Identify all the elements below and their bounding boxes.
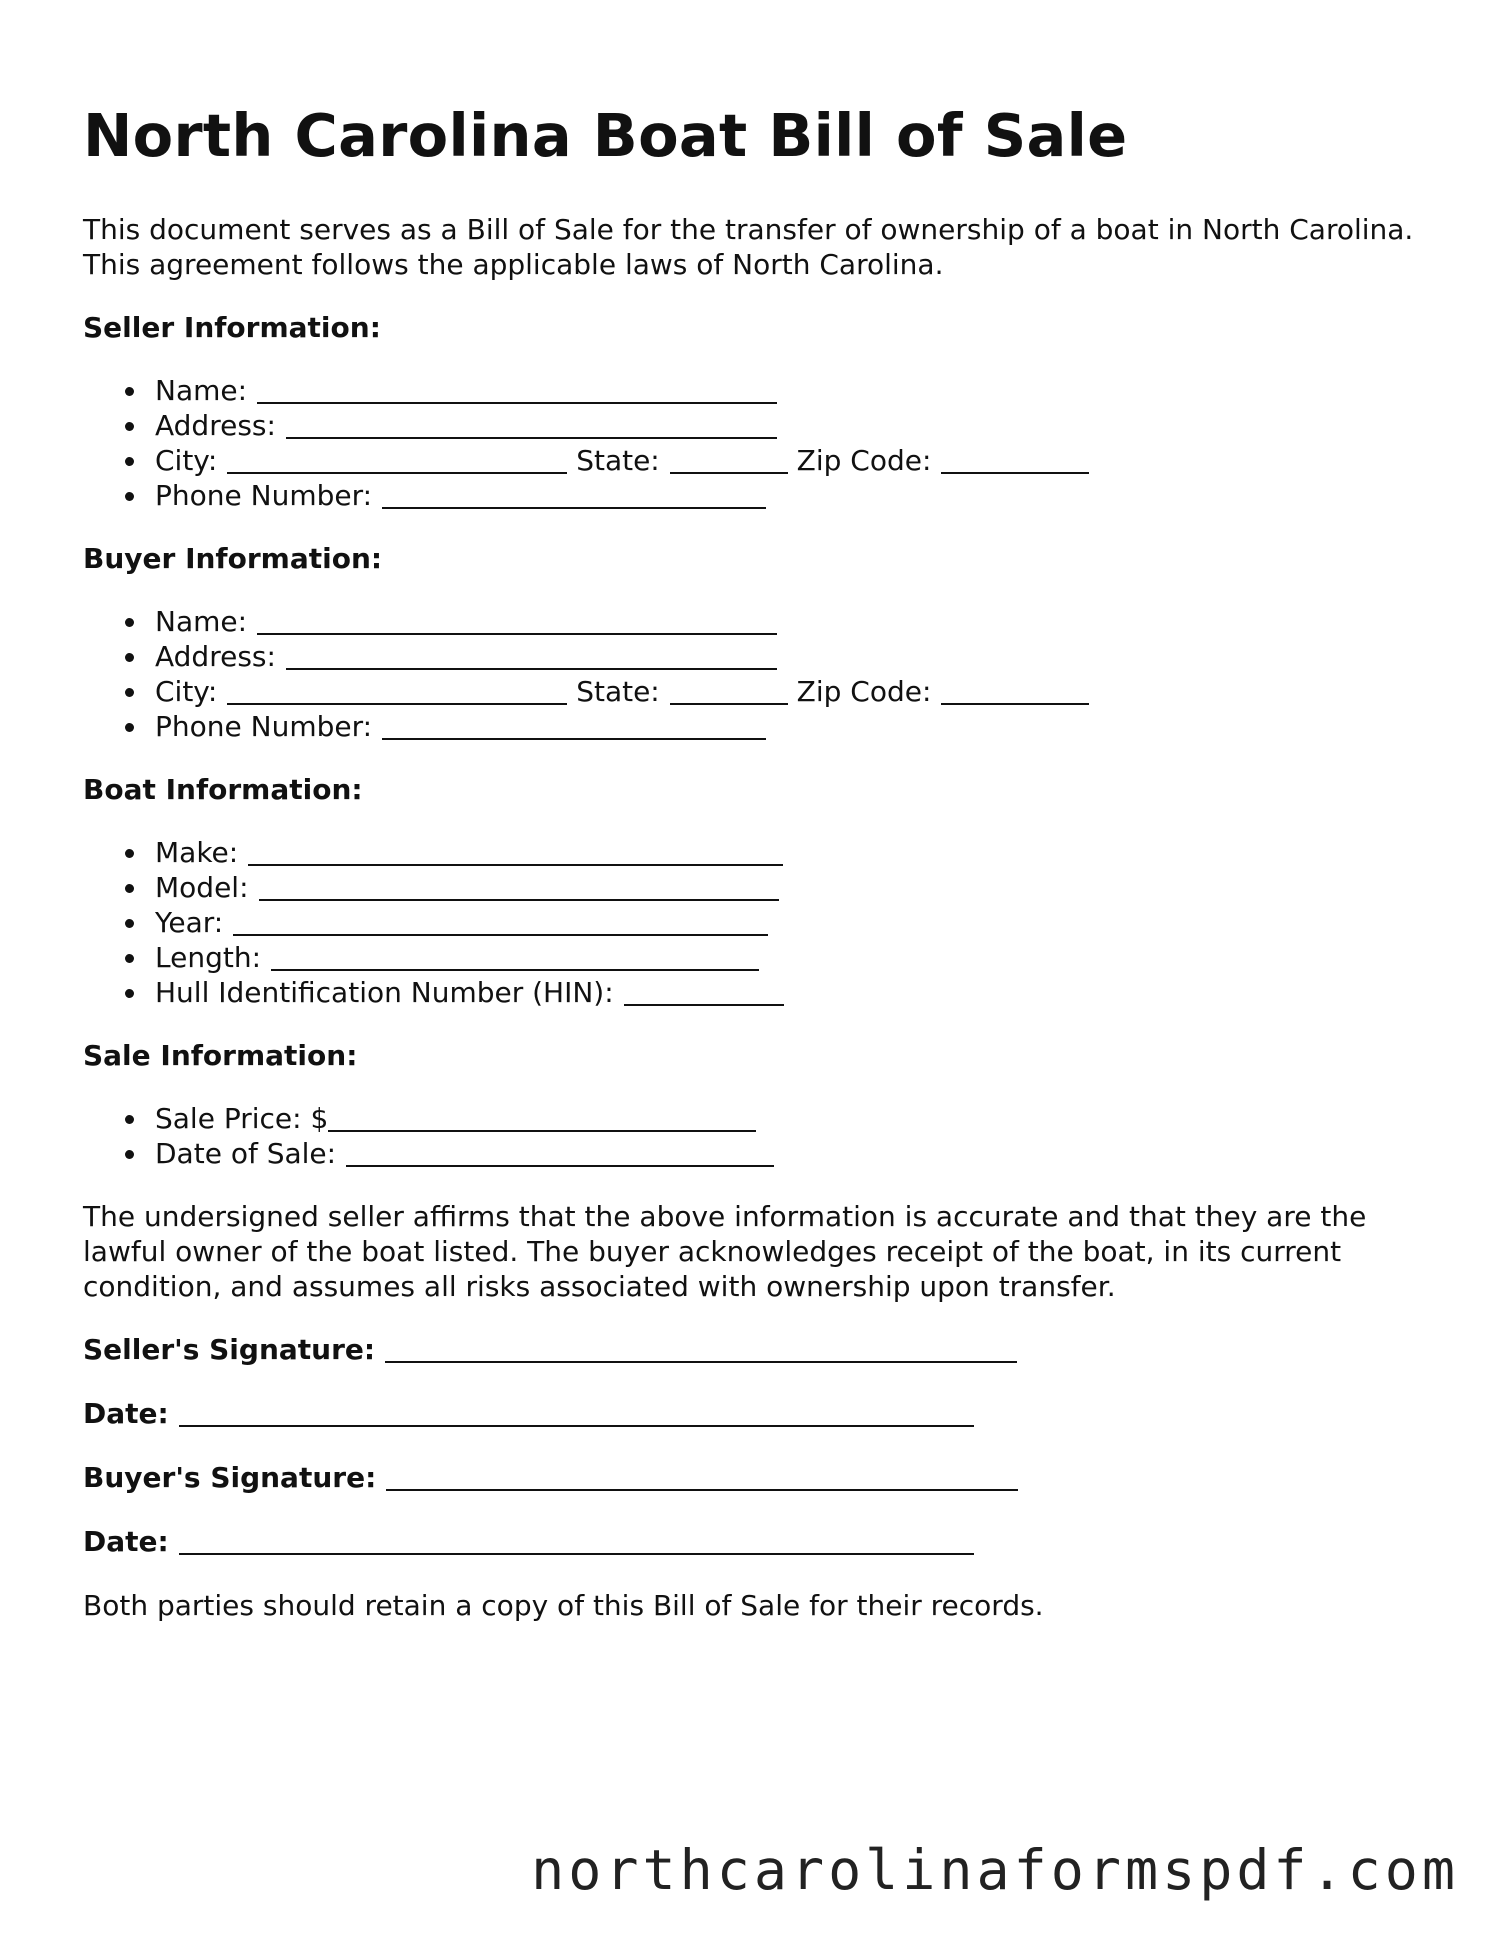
seller-city-state-zip-item: City: State: Zip Code: — [155, 443, 1423, 478]
sale-info-list — [83, 1101, 1423, 1171]
buyer-name-field[interactable] — [257, 607, 777, 635]
sale-date-item: Date of Sale: — [155, 1136, 1423, 1171]
seller-address-field[interactable] — [286, 411, 777, 439]
buyer-info-list — [83, 604, 1423, 744]
document-title: North Carolina Boat Bill of Sale — [83, 101, 1128, 170]
boat-hin-item: Hull Identification Number (HIN): — [155, 975, 1423, 1010]
buyer-signature-field[interactable] — [386, 1463, 1018, 1491]
buyer-address-field[interactable] — [286, 642, 777, 670]
buyer-phone-item: Phone Number: — [155, 709, 1423, 744]
seller-phone-field[interactable] — [382, 481, 766, 509]
buyer-state-field[interactable] — [670, 677, 788, 705]
boat-model-field[interactable] — [259, 873, 779, 901]
buyer-city-field[interactable] — [227, 677, 567, 705]
buyer-date-line: Date: — [83, 1524, 1423, 1559]
seller-state-field[interactable] — [670, 446, 788, 474]
sale-date-field[interactable] — [346, 1139, 774, 1167]
seller-date-field[interactable] — [179, 1399, 974, 1427]
closing-paragraph: Both parties should retain a copy of this Bill of Sale for their records. — [83, 1589, 1044, 1622]
seller-phone-item: Phone Number: — [155, 478, 1423, 513]
seller-date-line: Date: — [83, 1396, 1423, 1431]
buyer-city-state-zip-item: City: State: Zip Code: — [155, 674, 1423, 709]
seller-zip-field[interactable] — [941, 446, 1089, 474]
buyer-name-item: Name: — [155, 604, 1423, 639]
boat-make-item: Make: — [155, 835, 1423, 870]
affirmation-paragraph: The undersigned seller affirms that the above information is accurate and that they are the lawful owner of the boat listed. The buyer acknowledges receipt of the boat, in its current condition, and assumes all risks associated with ownership upon transfer. — [83, 1200, 1367, 1303]
boat-model-item: Model: — [155, 870, 1423, 905]
boat-length-field[interactable] — [271, 943, 759, 971]
buyer-signature-line: Buyer's Signature: — [83, 1460, 1423, 1495]
seller-name-field[interactable] — [257, 376, 777, 404]
boat-length-item: Length: — [155, 940, 1423, 975]
sale-price-item: Sale Price: $ — [155, 1101, 1423, 1136]
document-page — [83, 100, 1423, 1623]
sale-section-heading: Sale Information: — [83, 1039, 358, 1072]
seller-city-field[interactable] — [227, 446, 567, 474]
website-watermark: northcarolinaformspdf.com — [531, 1838, 1459, 1902]
intro-paragraph: This document serves as a Bill of Sale for the transfer of ownership of a boat in North Carolina. This agreement follows the applicable laws of North Carolina. — [83, 213, 1414, 281]
boat-year-field[interactable] — [233, 908, 768, 936]
seller-name-item: Name: — [155, 373, 1423, 408]
seller-signature-line: Seller's Signature: — [83, 1332, 1423, 1367]
seller-signature-field[interactable] — [385, 1335, 1017, 1363]
boat-make-field[interactable] — [248, 838, 783, 866]
buyer-phone-field[interactable] — [382, 712, 766, 740]
sale-price-field[interactable] — [328, 1104, 756, 1132]
buyer-address-item: Address: — [155, 639, 1423, 674]
boat-year-item: Year: — [155, 905, 1423, 940]
seller-section-heading: Seller Information: — [83, 311, 381, 344]
boat-hin-field[interactable] — [624, 978, 784, 1006]
seller-address-item: Address: — [155, 408, 1423, 443]
buyer-zip-field[interactable] — [941, 677, 1089, 705]
boat-section-heading: Boat Information: — [83, 773, 363, 806]
seller-info-list — [83, 373, 1423, 513]
buyer-section-heading: Buyer Information: — [83, 542, 383, 575]
boat-info-list — [83, 835, 1423, 1010]
buyer-date-field[interactable] — [179, 1527, 974, 1555]
